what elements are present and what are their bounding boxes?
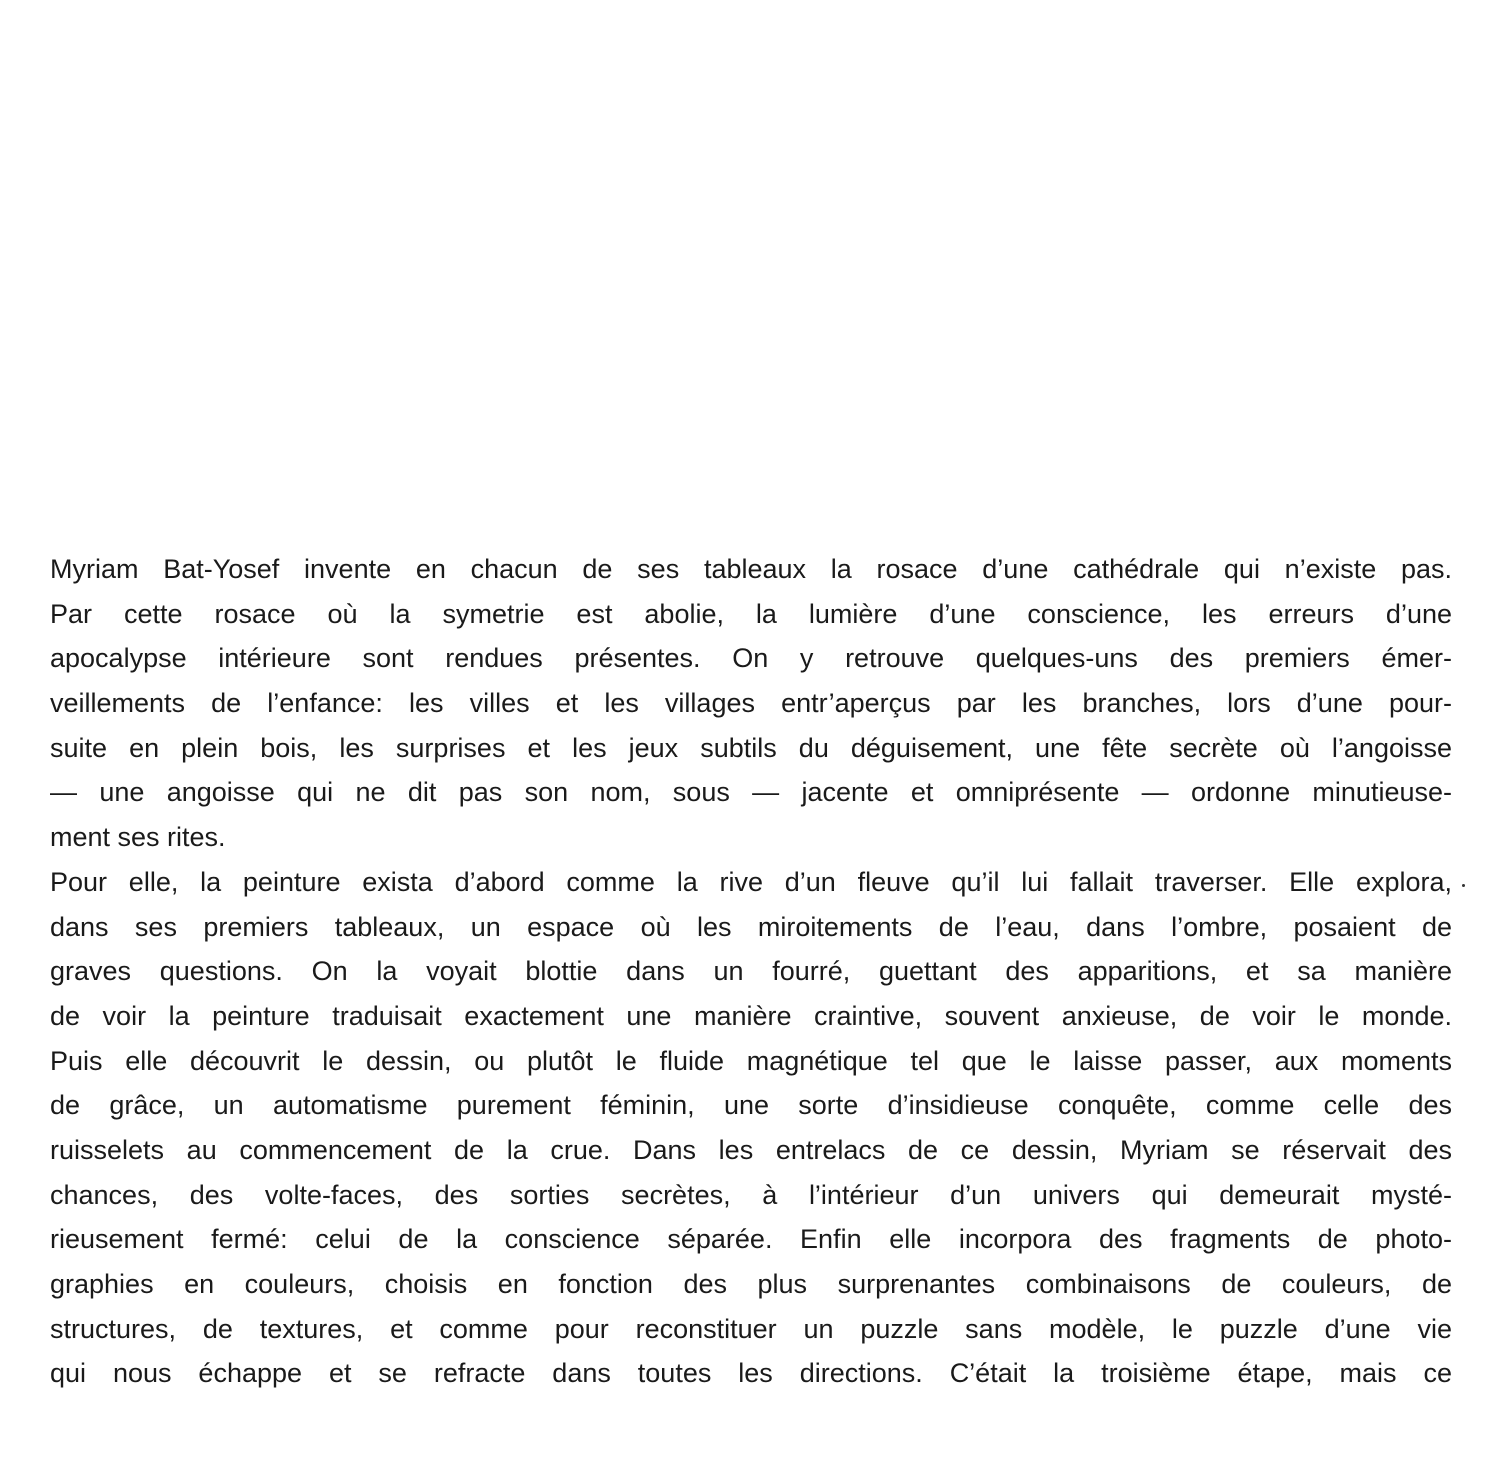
text-line: dans ses premiers tableaux, un espace où les miroitements de l’eau, dans l’ombre, posaient de	[50, 911, 1452, 942]
text-line: de grâce, un automatisme purement féminin, une sorte d’insidieuse conquête, comme celle des	[50, 1090, 1452, 1121]
text-line: ruisselets au commencement de la crue. Dans les entrelacs de ce dessin, Myriam se réservait des	[50, 1134, 1452, 1165]
text-line: structures, de textures, et comme pour reconstituer un puzzle sans modèle, le puzzle d’une vie	[50, 1313, 1452, 1344]
text-line: graphies en couleurs, choisis en fonction des plus surprenantes combinaisons de couleurs, de	[50, 1269, 1452, 1299]
text-line: Pour elle, la peinture exista d’abord comme la rive d’un fleuve qu’il lui fallait traverser. Elle explora,	[50, 866, 1452, 897]
text-line: ment ses rites.	[50, 822, 226, 853]
text-line: Myriam Bat-Yosef invente en chacun de ses tableaux la rosace d’une cathédrale qui n’existe pas.	[50, 554, 1452, 584]
text-line: apocalypse intérieure sont rendues présentes. On y retrouve quelques-uns des premiers émer-	[50, 643, 1452, 674]
scan-speck	[1462, 884, 1465, 887]
text-line: veillements de l’enfance: les villes et les villages entr’aperçus par les branches, lors d’une pour-	[50, 688, 1452, 719]
text-line: qui nous échappe et se refracte dans toutes les directions. C’était la troisième étape, mais ce	[50, 1358, 1452, 1389]
text-line: Puis elle découvrit le dessin, ou plutôt le fluide magnétique tel que le laisse passer, aux moments	[50, 1045, 1452, 1076]
text-line: rieusement fermé: celui de la conscience séparée. Enfin elle incorpora des fragments de photo-	[50, 1224, 1452, 1255]
paragraph-1	[50, 547, 1452, 860]
body-text	[50, 547, 1452, 1396]
text-line: suite en plein bois, les surprises et les jeux subtils du déguisement, une fête secrète où l’angoisse	[50, 732, 1452, 763]
paragraph-2	[50, 860, 1452, 1396]
text-line: de voir la peinture traduisait exactement une manière craintive, souvent anxieuse, de voir le monde.	[50, 1000, 1452, 1031]
text-line: chances, des volte-faces, des sorties secrètes, à l’intérieur d’un univers qui demeurait mysté-	[50, 1179, 1452, 1210]
text-line: — une angoisse qui ne dit pas son nom, sous — jacente et omniprésente — ordonne minutieuse-	[50, 777, 1452, 808]
text-line: graves questions. On la voyait blottie dans un fourré, guettant des apparitions, et sa manière	[50, 956, 1452, 987]
text-line: Par cette rosace où la symetrie est abolie, la lumière d’une conscience, les erreurs d’une	[50, 598, 1452, 629]
